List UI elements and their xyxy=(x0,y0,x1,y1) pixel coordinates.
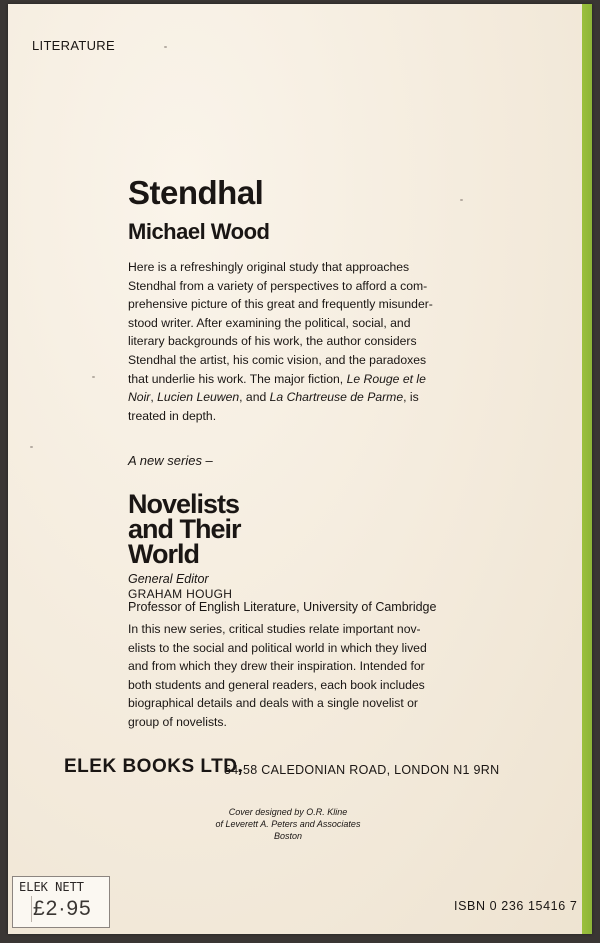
series-title-line: Novelists xyxy=(128,489,240,519)
description-line: elists to the social and political world in which they lived xyxy=(128,640,427,655)
paper-speck xyxy=(460,199,463,201)
blurb-line: Stendhal the artist, his comic vision, and the paradoxes xyxy=(128,352,427,367)
description-line: group of novelists. xyxy=(128,714,227,729)
editor-role: Professor of English Literature, University of Cambridge xyxy=(128,600,437,614)
blurb-line xyxy=(128,388,458,407)
blurb-line: Here is a refreshingly original study that approaches xyxy=(128,260,410,274)
cover-credits xyxy=(188,806,388,842)
paper-speck xyxy=(164,46,167,48)
book-blurb xyxy=(128,258,458,425)
publisher-address: 54-58 CALEDONIAN ROAD, LONDON N1 9RN xyxy=(224,763,500,777)
series-intro: A new series – xyxy=(128,453,213,468)
blurb-line: treated in depth. xyxy=(128,408,217,423)
isbn-number: ISBN 0 236 15416 7 xyxy=(454,899,578,913)
publisher-name: ELEK BOOKS LTD, xyxy=(64,756,244,777)
series-description xyxy=(128,620,458,732)
work-title: La Chartreuse de Parme xyxy=(269,390,404,405)
blurb-text: , is xyxy=(403,390,419,405)
book-title: Stendhal xyxy=(128,174,264,211)
blurb-line xyxy=(128,370,458,389)
spine-edge xyxy=(582,4,592,934)
description-line: In this new series, critical studies relate important nov- xyxy=(128,622,421,636)
blurb-text: that underlie his work. The major fiction, xyxy=(128,371,347,386)
blurb-line: prehensive picture of this great and frequently misunder- xyxy=(128,297,433,312)
price-sticker xyxy=(12,876,110,928)
blurb-line: literary backgrounds of his work, the author considers xyxy=(128,334,417,349)
paper-speck xyxy=(30,446,33,448)
series-title xyxy=(128,489,241,569)
blurb-text: , xyxy=(150,390,158,405)
work-title: Noir xyxy=(128,390,151,405)
paper-speck xyxy=(92,376,95,378)
category-label: LITERATURE xyxy=(32,38,115,53)
credit-line: of Leverett A. Peters and Associates xyxy=(215,819,361,829)
credit-line: Cover designed by O.R. Kline xyxy=(228,807,348,817)
blurb-line: stood writer. After examining the political, social, and xyxy=(128,315,411,330)
blurb-line: Stendhal from a variety of perspectives to afford a com- xyxy=(128,278,428,293)
sticker-label: ELEK NETT xyxy=(19,880,85,894)
work-title: Le Rouge et le xyxy=(346,371,426,386)
credit-line: Boston xyxy=(273,831,303,841)
book-author: Michael Wood xyxy=(128,219,270,244)
description-line: both students and general readers, each book includes xyxy=(128,677,425,692)
sticker-price: £2·95 xyxy=(33,897,92,920)
blurb-text: , and xyxy=(239,390,270,405)
description-line: biographical details and deals with a single novelist or xyxy=(128,696,418,711)
description-line: and from which they drew their inspiration. Intended for xyxy=(128,659,425,674)
work-title: Lucien Leuwen xyxy=(157,390,240,405)
series-title-line: World xyxy=(128,539,199,569)
series-title-line: and Their xyxy=(128,514,241,544)
editor-label: General Editor xyxy=(128,572,209,586)
editor-name: GRAHAM HOUGH xyxy=(128,587,233,601)
sticker-divider xyxy=(31,896,32,922)
book-back-cover xyxy=(8,4,592,934)
